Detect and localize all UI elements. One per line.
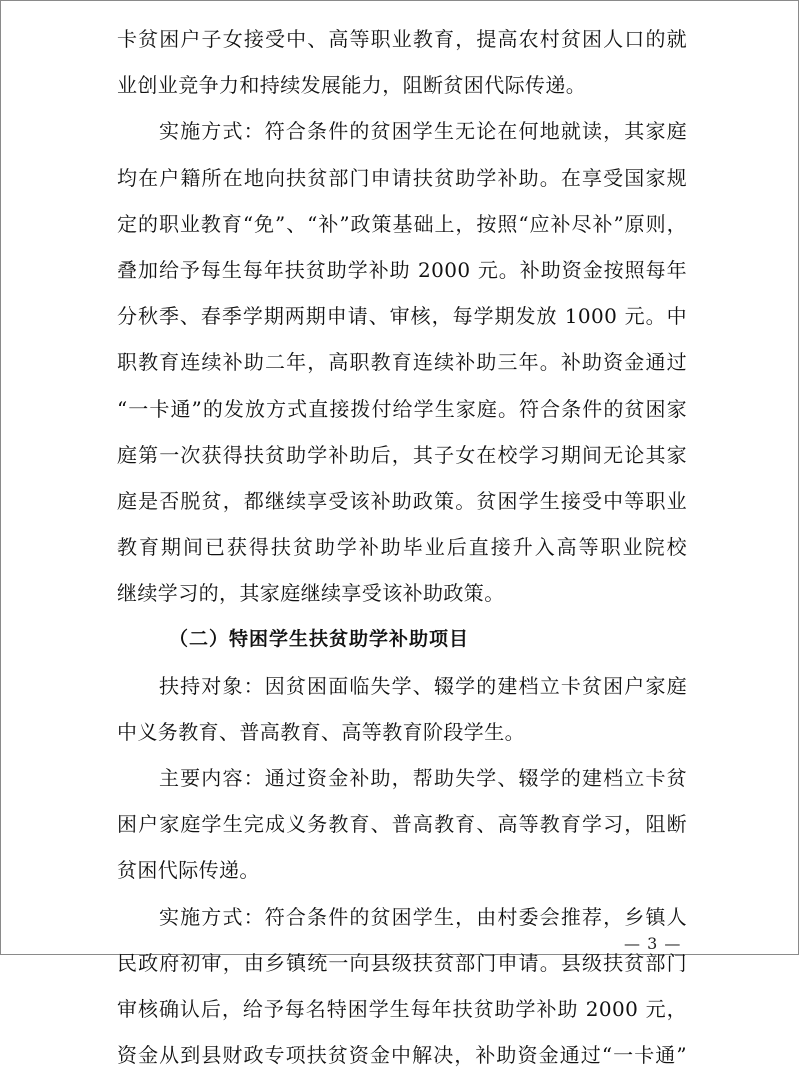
text-line: 资金从到县财政专项扶贫资金中解决，补助资金通过“一卡通” xyxy=(117,1043,687,1068)
text-line: 庭是否脱贫，都继续享受该补助政策。贫困学生接受中等职业 xyxy=(117,488,687,513)
text-line: 审核确认后，给予每名特困学生每年扶贫助学补助 2000 元， xyxy=(117,996,687,1021)
text-line: 中义务教育、普高教育、高等教育阶段学生。 xyxy=(117,719,525,744)
text-line: “一卡通”的发放方式直接拨付给学生家庭。符合条件的贫困家 xyxy=(117,396,687,421)
text-line: 职教育连续补助二年，高职教育连续补助三年。补助资金通过 xyxy=(117,350,687,375)
text-line: 卡贫困户子女接受中、高等职业教育，提高农村贫困人口的就 xyxy=(117,27,687,51)
page-number: — 3 — xyxy=(624,934,682,953)
paragraph-start-line: 扶持对象：因贫困面临失学、辍学的建档立卡贫困户家庭 xyxy=(159,673,687,698)
text-line: 继续学习的，其家庭继续享受该补助政策。 xyxy=(117,581,505,606)
text-line: 困户家庭学生完成义务教育、普高教育、高等教育学习，阻断 xyxy=(117,812,687,837)
paragraph-start-line: 实施方式：符合条件的贫困学生无论在何地就读，其家庭 xyxy=(159,119,687,144)
text-line: 业创业竞争力和持续发展能力，阻断贫困代际传递。 xyxy=(117,73,587,98)
paragraph-start-line: 实施方式：符合条件的贫困学生，由村委会推荐，乡镇人 xyxy=(159,904,687,929)
text-line: 均在户籍所在地向扶贫部门申请扶贫助学补助。在享受国家规 xyxy=(117,165,687,190)
text-line: 分秋季、春季学期两期申请、审核，每学期发放 1000 元。中 xyxy=(117,304,687,329)
text-line: 民政府初审，由乡镇统一向县级扶贫部门申请。县级扶贫部门 xyxy=(117,950,687,975)
text-line: 庭第一次获得扶贫助学补助后，其子女在校学习期间无论其家 xyxy=(117,442,687,467)
section-heading: （二）特困学生扶贫助学补助项目 xyxy=(169,628,470,651)
document-body xyxy=(117,1,687,1078)
text-line: 定的职业教育“免”、“补”政策基础上，按照“应补尽补”原则， xyxy=(117,211,687,236)
text-line: 叠加给予每生每年扶贫助学补助 2000 元。补助资金按照每年 xyxy=(117,257,687,282)
paragraph-start-line: 主要内容：通过资金补助，帮助失学、辍学的建档立卡贫 xyxy=(159,766,687,790)
text-line: 贫困代际传递。 xyxy=(117,858,260,883)
text-line: 教育期间已获得扶贫助学补助毕业后直接升入高等职业院校 xyxy=(117,535,687,560)
